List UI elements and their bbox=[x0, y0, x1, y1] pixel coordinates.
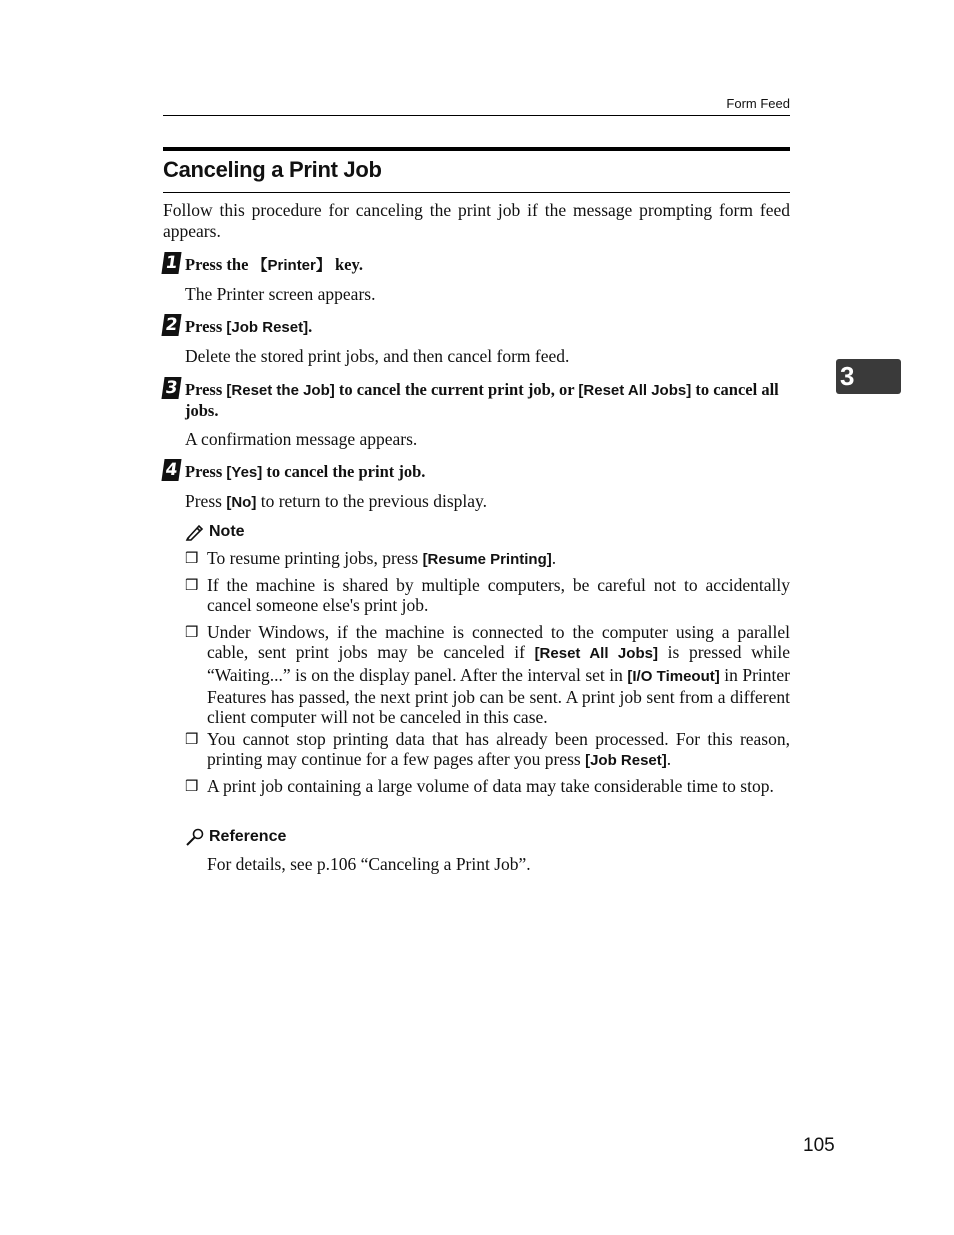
job-reset-key: [Job Reset] bbox=[585, 752, 667, 770]
checkbox-bullet-icon: ❒ bbox=[185, 777, 199, 795]
step-number-4: 4 bbox=[161, 459, 181, 481]
step-2-instruction: Press [Job Reset]. bbox=[185, 317, 313, 336]
reset-the-job-key: [Reset the Job] bbox=[226, 382, 335, 399]
page-number: 105 bbox=[803, 1135, 835, 1156]
reference-heading: Reference bbox=[185, 828, 286, 846]
chapter-number: 3 bbox=[840, 361, 855, 391]
checkbox-bullet-icon: ❒ bbox=[185, 730, 199, 748]
step-4-instruction: Press [Yes] to cancel the print job. bbox=[185, 462, 426, 481]
step-3-instruction: Press [Reset the Job] to cancel the current print job, or [Reset All Jobs] to cancel all jobs. bbox=[185, 380, 779, 420]
title-top-bar bbox=[163, 147, 790, 151]
printer-key: 【Printer】 bbox=[252, 257, 331, 274]
step-1-result: The Printer screen appears. bbox=[185, 284, 376, 304]
note-item: ❒ You cannot stop printing data that has already been processed. For this reason, printing may continue for a few pages after you press [Job Reset]. bbox=[185, 729, 790, 770]
title-divider bbox=[163, 192, 790, 193]
job-reset-key: [Job Reset] bbox=[226, 319, 309, 336]
step-4-result: Press [No] to return to the previous display. bbox=[185, 491, 488, 511]
reset-all-jobs-key: [Reset All Jobs] bbox=[534, 645, 658, 663]
intro-paragraph: Follow this procedure for canceling the print job if the message prompting form feed appears. bbox=[163, 200, 790, 241]
step-3-result: A confirmation message appears. bbox=[185, 429, 418, 449]
step-1-instruction: Press the 【Printer】 key. bbox=[185, 255, 363, 274]
step-2-result: Delete the stored print jobs, and then cancel form feed. bbox=[185, 346, 570, 366]
step-number-2: 2 bbox=[161, 314, 181, 336]
no-key: [No] bbox=[226, 494, 257, 511]
note-item: ❒ If the machine is shared by multiple computers, be careful not to accidentally cancel someone else's print job. bbox=[185, 575, 790, 616]
header-divider bbox=[163, 115, 790, 116]
note-heading: Note bbox=[185, 523, 245, 541]
step-number-1: 1 bbox=[161, 252, 181, 274]
pencil-note-icon bbox=[185, 523, 205, 541]
step-number-3: 3 bbox=[161, 377, 181, 399]
chapter-tab bbox=[836, 359, 901, 394]
running-header: Form Feed bbox=[726, 96, 790, 111]
resume-printing-key: [Resume Printing] bbox=[422, 551, 552, 568]
reset-all-jobs-key: [Reset All Jobs] bbox=[578, 382, 692, 399]
page-title: Canceling a Print Job bbox=[163, 157, 382, 182]
checkbox-bullet-icon: ❒ bbox=[185, 623, 199, 641]
note-item: ❒ A print job containing a large volume of data may take considerable time to stop. bbox=[185, 776, 774, 796]
note-item: ❒ Under Windows, if the machine is connected to the computer using a parallel cable, sent print jobs may be canceled if [Reset All Jobs] is pressed while “Waiting...” is on the display panel. After the interval set in [I/O Timeout] in Printer Features has passed, the next print job can be sent. A print job sent from a different client computer will not be canceled in this case. bbox=[185, 622, 790, 728]
io-timeout-key: [I/O Timeout] bbox=[627, 667, 720, 685]
note-item: ❒ To resume printing jobs, press [Resume Printing]. bbox=[185, 548, 557, 568]
reference-text: For details, see p.106 “Canceling a Print Job”. bbox=[207, 854, 531, 874]
checkbox-bullet-icon: ❒ bbox=[185, 576, 199, 594]
yes-key: [Yes] bbox=[226, 464, 263, 481]
magnifier-reference-icon bbox=[185, 828, 205, 846]
checkbox-bullet-icon: ❒ bbox=[185, 549, 199, 567]
